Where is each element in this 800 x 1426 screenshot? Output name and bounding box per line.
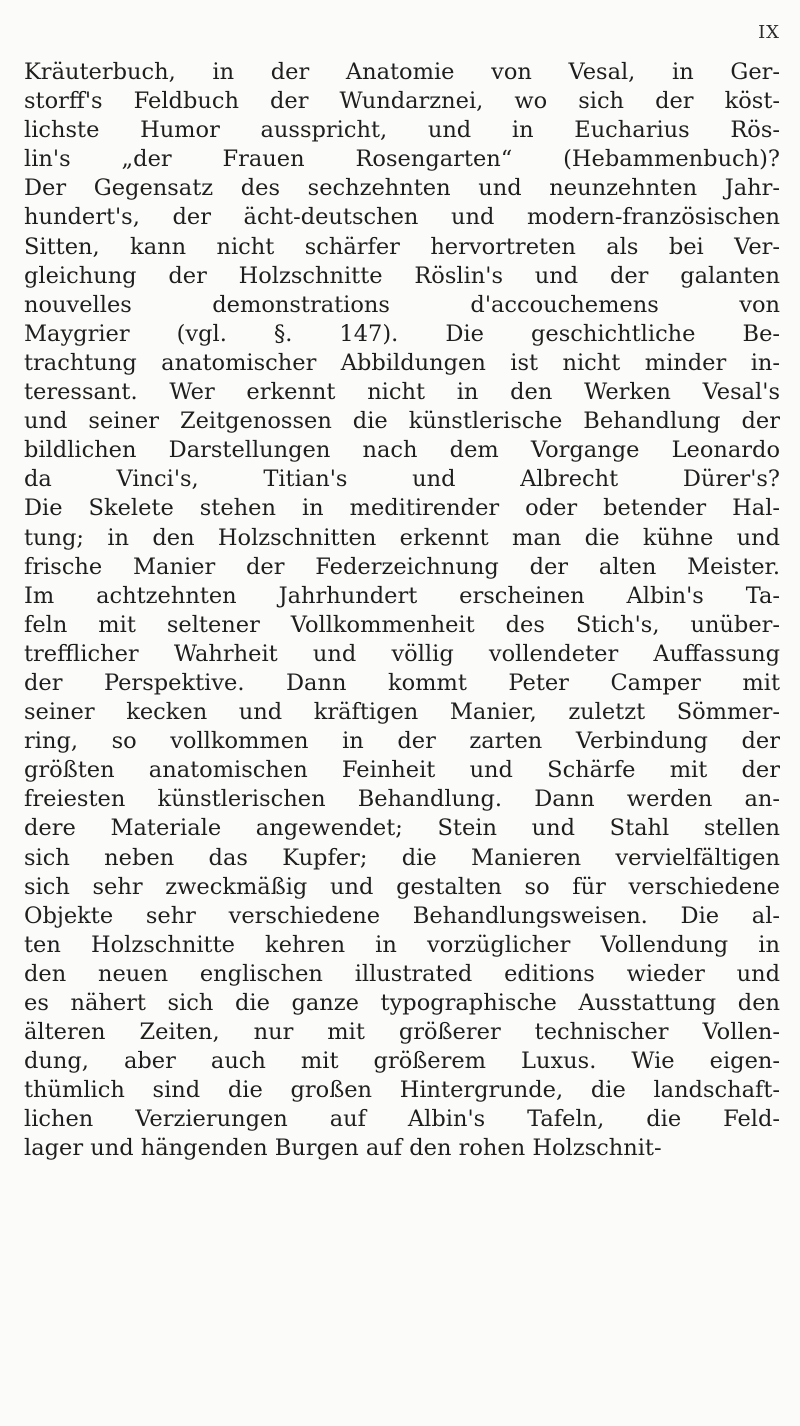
- text-line: storff's Feldbuch der Wundarznei, wo sich der köst-: [24, 88, 780, 115]
- text-line: bildlichen Darstellungen nach dem Vorgange Leonardo: [24, 437, 780, 464]
- text-line: und seiner Zeitgenossen die künstlerische Behandlung der: [24, 408, 780, 435]
- page-number: IX: [758, 22, 780, 43]
- text-line: trachtung anatomischer Abbildungen ist nicht minder in-: [24, 349, 780, 376]
- text-line: gleichung der Holzschnitte Röslin's und der galanten: [24, 262, 780, 289]
- text-line: älteren Zeiten, nur mit größerer technischer Vollen-: [24, 1019, 780, 1046]
- text-line: teressant. Wer erkennt nicht in den Werken Vesal's: [24, 379, 780, 406]
- body-text: [24, 58, 780, 1164]
- text-line: es nähert sich die ganze typographische Ausstattung den: [24, 990, 780, 1016]
- text-line: seiner kecken und kräftigen Manier, zuletzt Sömmer-: [24, 699, 780, 726]
- text-line: ring, so vollkommen in der zarten Verbindung der: [24, 728, 780, 755]
- text-line: der Perspektive. Dann kommt Peter Camper mit: [24, 669, 780, 696]
- text-line: sich sehr zweckmäßig und gestalten so für verschiedene: [24, 873, 780, 900]
- text-line: Maygrier (vgl. §. 147). Die geschichtliche Be-: [24, 320, 780, 347]
- text-line: Sitten, kann nicht schärfer hervortreten als bei Ver-: [24, 233, 780, 260]
- text-line: den neuen englischen illustrated editions wieder und: [24, 960, 780, 987]
- text-line: tung; in den Holzschnitten erkennt man die kühne und: [24, 524, 780, 551]
- text-line: thümlich sind die großen Hintergrunde, die landschaft-: [24, 1077, 780, 1104]
- text-line: trefflicher Wahrheit und völlig vollendeter Auffassung: [24, 640, 780, 667]
- text-line: Kräuterbuch, in der Anatomie von Vesal, in Ger-: [24, 59, 780, 85]
- text-line: da Vinci's, Titian's und Albrecht Dürer's?: [24, 466, 780, 493]
- text-line: sich neben das Kupfer; die Manieren vervielfältigen: [24, 844, 780, 871]
- text-line: frische Manier der Federzeichnung der alten Meister.: [24, 553, 780, 580]
- text-line: Im achtzehnten Jahrhundert erscheinen Albin's Ta-: [24, 582, 780, 609]
- text-line: Die Skelete stehen in meditirender oder betender Hal-: [24, 495, 780, 522]
- text-line: lager und hängenden Burgen auf den rohen Holzschnit-: [24, 1135, 662, 1162]
- text-line: lin's „der Frauen Rosengarten“ (Hebammenbuch)?: [24, 146, 780, 173]
- text-line: hundert's, der ächt-deutschen und modern-französischen: [24, 204, 780, 231]
- text-line: freiesten künstlerischen Behandlung. Dann werden an-: [24, 786, 780, 813]
- text-line: nouvelles demonstrations d'accouchemens von: [24, 291, 780, 318]
- text-line: dung, aber auch mit größerem Luxus. Wie eigen-: [24, 1048, 780, 1075]
- text-line: Der Gegensatz des sechzehnten und neunzehnten Jahr-: [24, 175, 780, 202]
- text-line: dere Materiale angewendet; Stein und Stahl stellen: [24, 815, 780, 842]
- text-line: größten anatomischen Feinheit und Schärfe mit der: [24, 757, 780, 784]
- text-line: ten Holzschnitte kehren in vorzüglicher Vollendung in: [24, 931, 780, 958]
- text-line: lichste Humor ausspricht, und in Eucharius Rös-: [24, 117, 780, 144]
- text-line: Objekte sehr verschiedene Behandlungsweisen. Die al-: [24, 902, 780, 929]
- text-line: feln mit seltener Vollkommenheit des Stich's, unüber-: [24, 611, 780, 638]
- text-line: lichen Verzierungen auf Albin's Tafeln, die Feld-: [24, 1106, 780, 1133]
